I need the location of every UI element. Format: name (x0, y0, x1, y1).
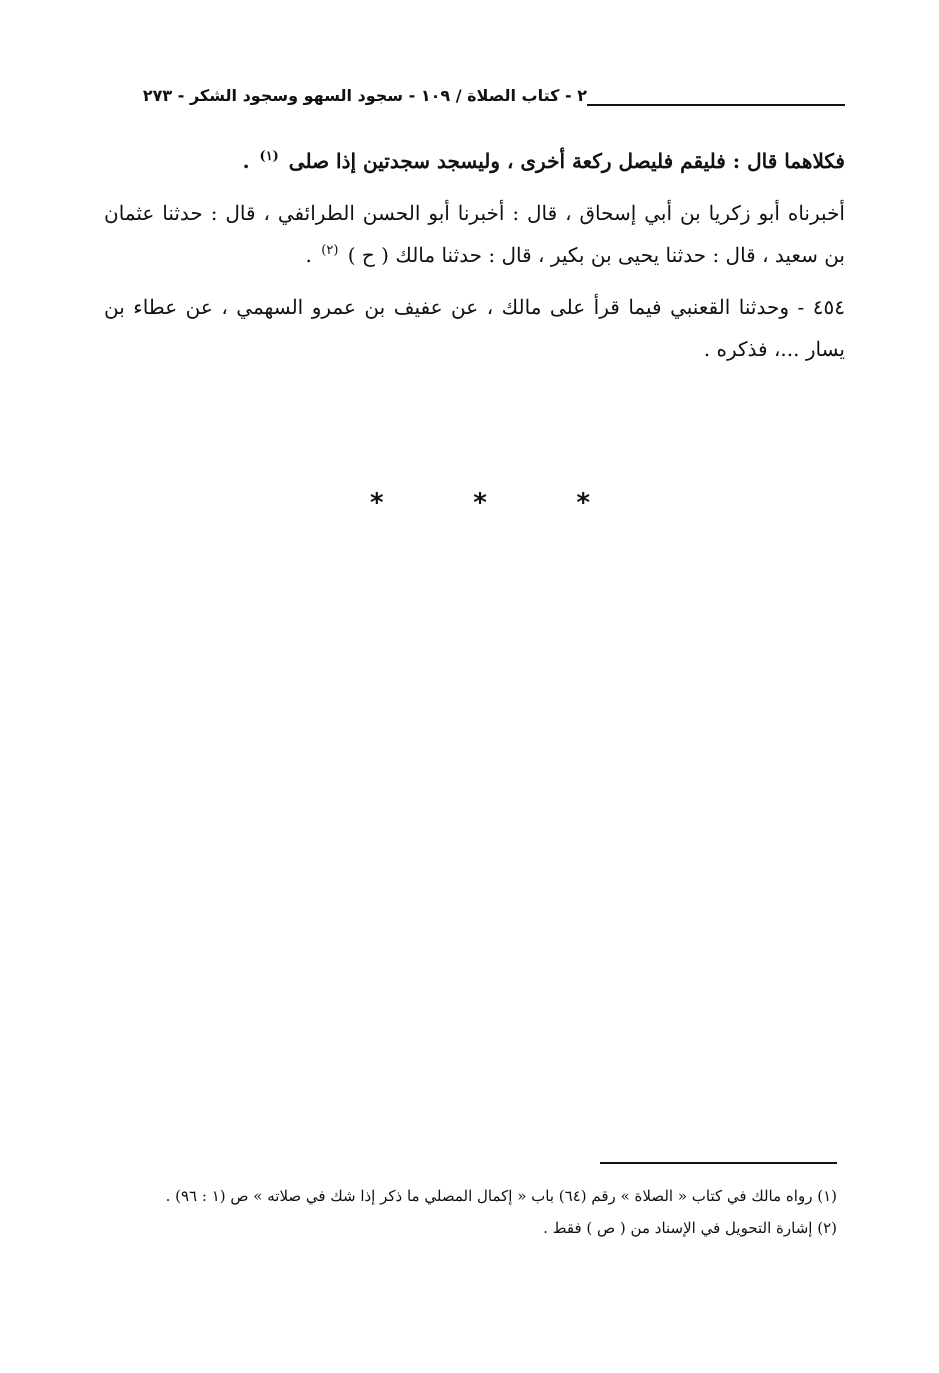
footnote-ref-2[interactable]: (٢) (321, 243, 339, 259)
running-header (112, 84, 845, 114)
paragraph-2-text: أخبرناه أبو زكريا بن أبي إسحاق ، قال : أخبرنا أبو الحسن الطرائفي ، قال : حدثنا عثمان بن سعيد ، قال : حدثنا يحيى بن بكير ، قال : حدثنا مالك ( ح ) (104, 201, 845, 267)
footnote-2: (٢) إشارة التحويل في الإسناد من ( ص ) فقط . (543, 1219, 837, 1237)
paragraph-3 (104, 286, 845, 370)
header-rule (587, 104, 845, 106)
footnote-1: (١) رواه مالك في كتاب « الصلاة » رقم (٦٤) باب « إكمال المصلي ما ذكر إذا شك في صلاته » ص (١ : ٩٦) . (165, 1187, 837, 1205)
main-text (104, 140, 845, 380)
running-title: ٢ - كتاب الصلاة / ١٠٩ - سجود السهو وسجود الشكر - ٢٧٣ (142, 86, 587, 105)
paragraph-2 (104, 192, 845, 276)
paragraph-1-end: . (242, 149, 250, 173)
asterisk-3: * (576, 488, 590, 518)
footnote-ref-1[interactable]: (١) (259, 149, 279, 165)
paragraph-1-text: فكلاهما قال : فليقم فليصل ركعة أخرى ، وليسجد سجدتين إذا صلى (288, 149, 845, 173)
asterisk-2: * (473, 488, 487, 518)
paragraph-1 (104, 140, 845, 182)
section-separator (370, 488, 590, 518)
paragraph-3-text: ٤٥٤ - وحدثنا القعنبي فيما قرأ على مالك ، عن عفيف بن عمرو السهمي ، عن عطاء بن يسار ...، فذكره . (104, 295, 845, 361)
asterisk-1: * (370, 488, 384, 518)
footnote-rule (600, 1162, 837, 1164)
footnotes (104, 1180, 837, 1244)
paragraph-2-end: . (305, 243, 312, 267)
